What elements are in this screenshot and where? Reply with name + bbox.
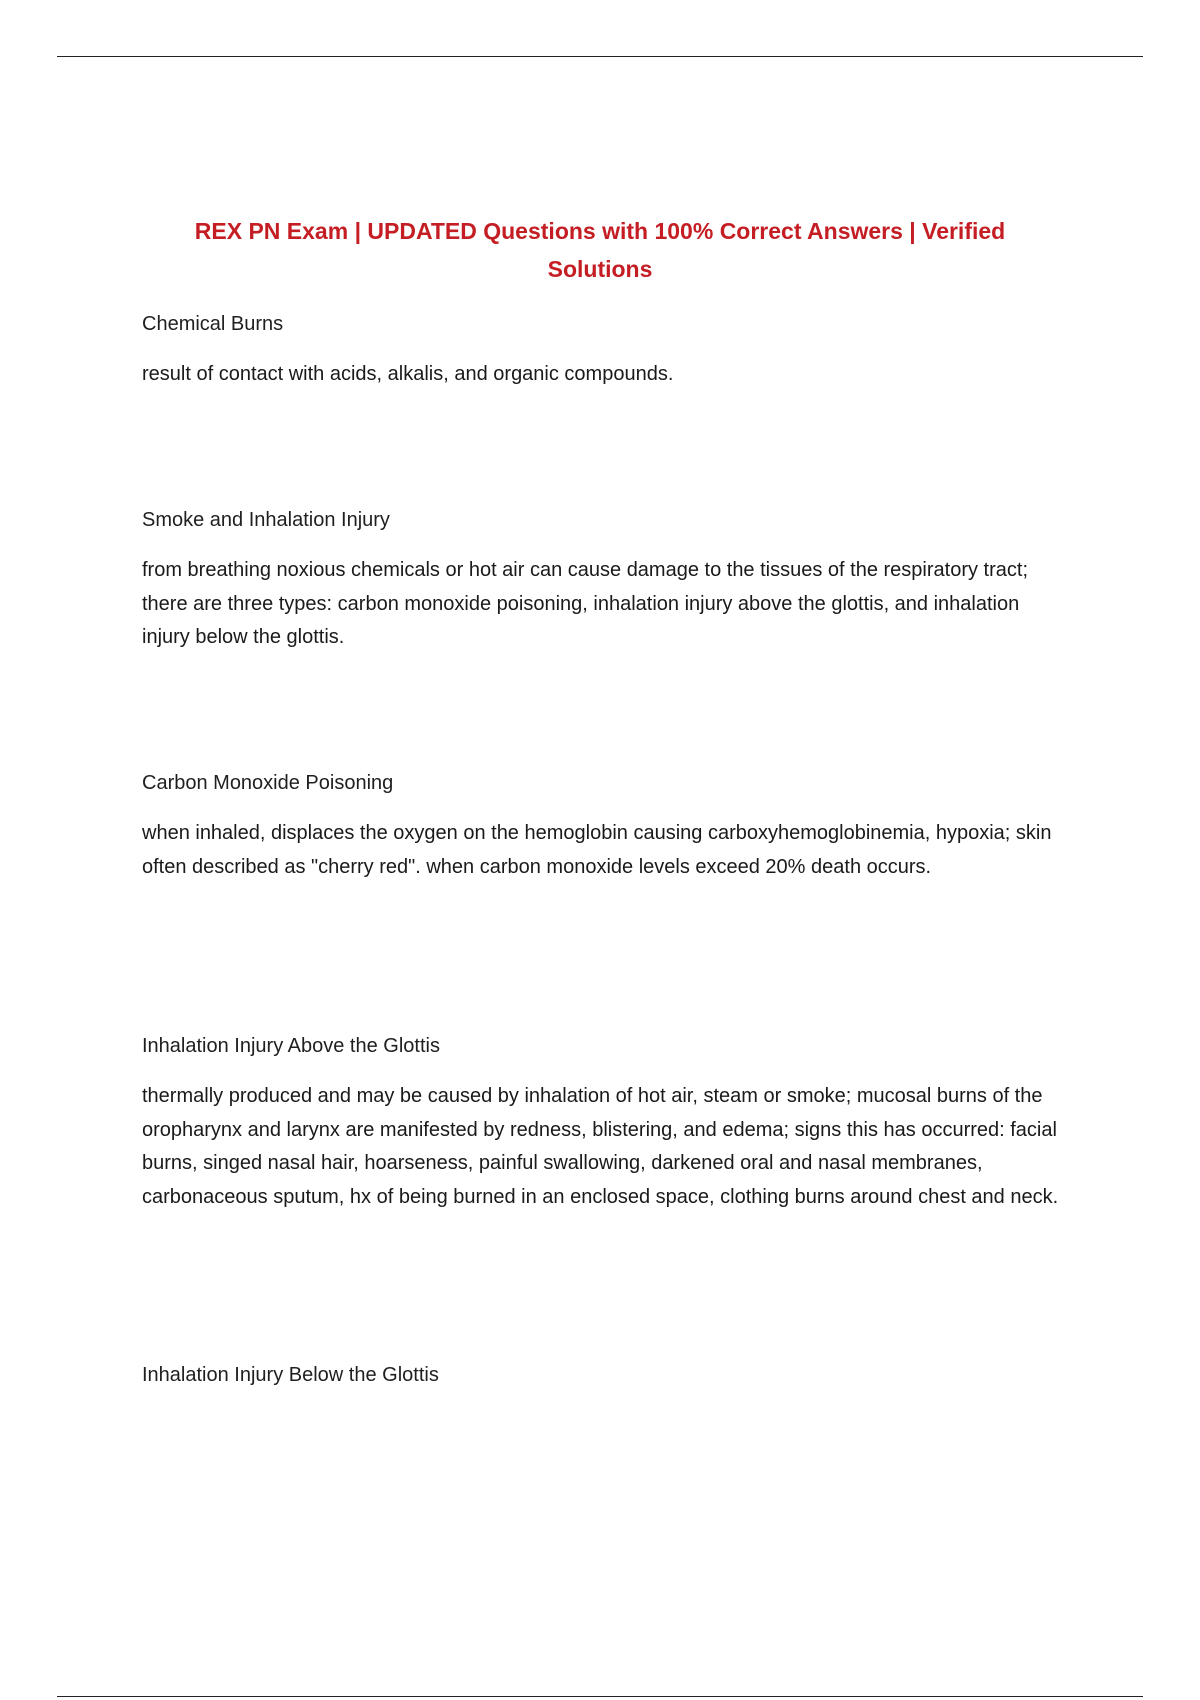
footer-divider — [57, 1696, 1143, 1697]
term-heading: Chemical Burns — [142, 313, 284, 335]
document-title: REX PN Exam | UPDATED Questions with 100% Correct Answers | Verified Solutions — [194, 218, 1006, 282]
term-heading: Carbon Monoxide Poisoning — [142, 772, 394, 794]
term-heading: Inhalation Injury Below the Glottis — [142, 1364, 439, 1386]
header-divider — [57, 56, 1143, 57]
term-definition: thermally produced and may be caused by inhalation of hot air, steam or smoke; mucosal burns of the oropharynx and larynx are manifested by redness, blistering, and edema; signs this has occurred: facial burns, singed nasal hair, hoarseness, painful swallowing, darkened oral and nasal membranes, carbonaceous sputum, hx of being burned in an enclosed space, clothing burns around chest and neck. — [142, 1085, 1059, 1208]
term-definition: from breathing noxious chemicals or hot air can cause damage to the tissues of the respiratory tract; there are three types: carbon monoxide poisoning, inhalation injury above the glottis, and inhalation injury below the glottis. — [142, 559, 1028, 648]
qa-entry — [142, 508, 1062, 655]
term-definition: result of contact with acids, alkalis, and organic compounds. — [142, 363, 674, 385]
term-heading: Inhalation Injury Above the Glottis — [142, 1035, 440, 1057]
qa-entry — [142, 1034, 1062, 1214]
qa-entry — [142, 771, 1062, 884]
term-heading: Smoke and Inhalation Injury — [142, 509, 390, 531]
qa-entry — [142, 312, 1062, 392]
term-definition: when inhaled, displaces the oxygen on the hemoglobin causing carboxyhemoglobinemia, hypoxia; skin often described as "cherry red". when carbon monoxide levels exceed 20% death occurs. — [142, 822, 1052, 878]
qa-entry — [142, 1363, 1062, 1387]
